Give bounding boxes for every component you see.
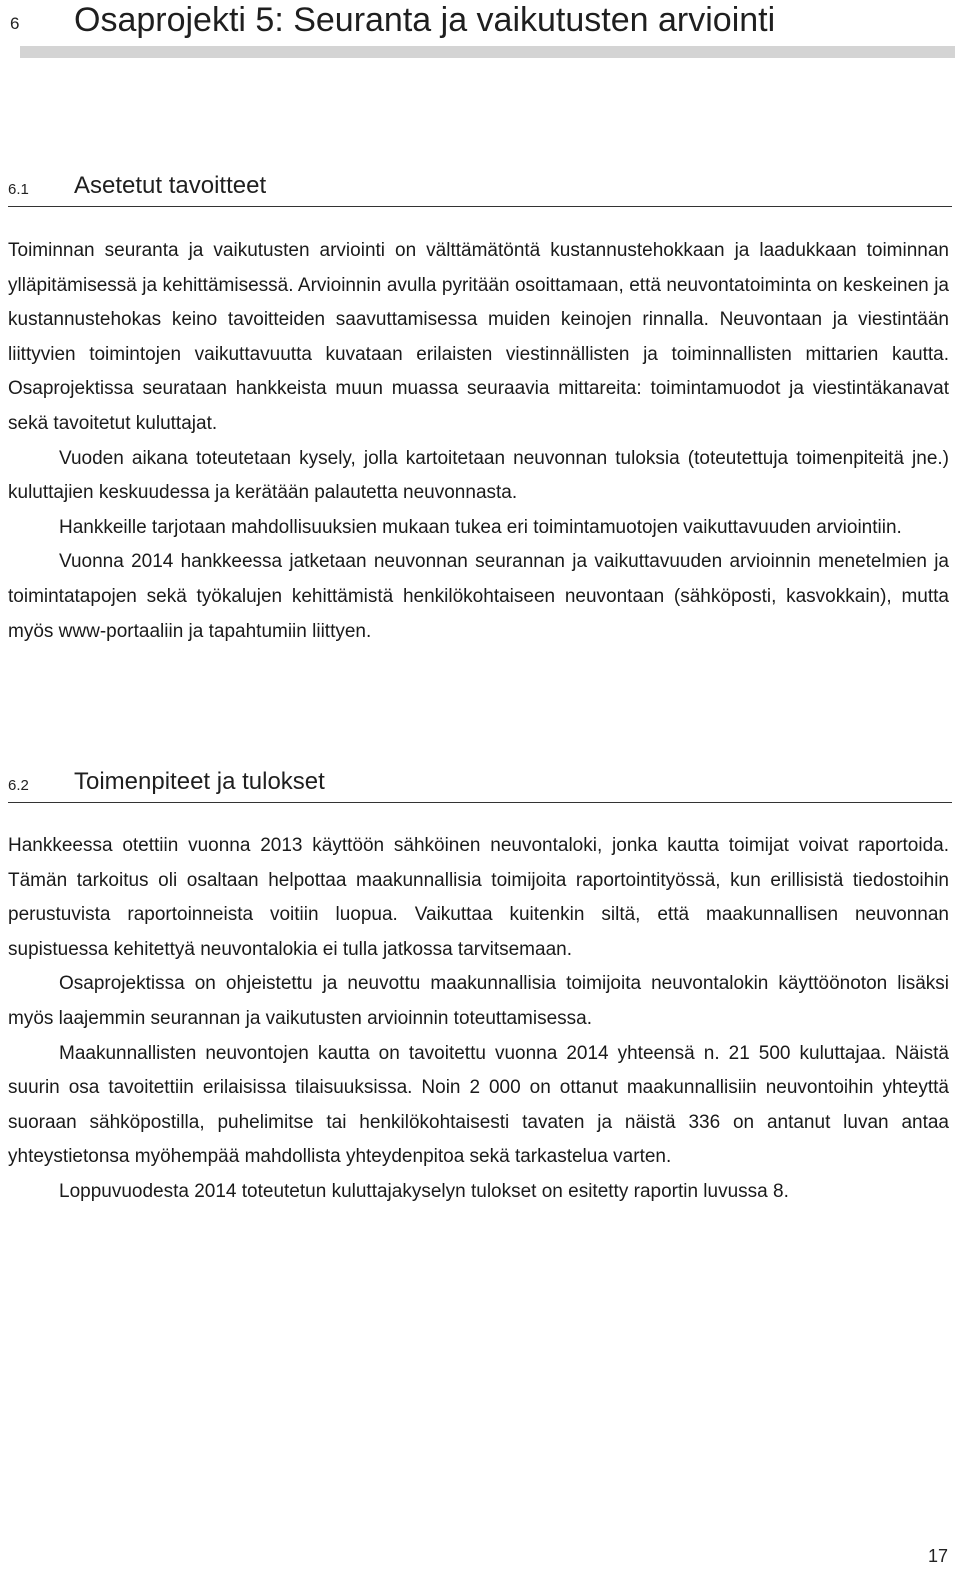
paragraph: Osaprojektissa on ohjeistettu ja neuvottu maakunnallisia toimijoita neuvontalokin käyttöönoton lisäksi myös laajemmin seurannan ja vaikutusten arvioinnin toteuttamisessa.: [8, 973, 949, 1029]
section-body-6-2: [8, 829, 949, 1210]
chapter-number: 6: [10, 14, 20, 33]
section-heading-rule: [8, 802, 952, 803]
paragraph: Hankkeessa otettiin vuonna 2013 käyttöön sähköinen neuvontaloki, jonka kautta toimijat voivat raportoida. Tämän tarkoitus oli osaltaan helpottaa maakunnallisia toimijoita raportointityössä, kun erillisistä tiedostoihin perustuvista raportoinneista voitiin luopua. Vaikuttaa kuitenkin siltä, että maakunnallisen neuvonnan supistuessa kehitettyä neuvontalokia ei tulla jatkossa tarvitsemaan.: [8, 835, 949, 960]
paragraph: Loppuvuodesta 2014 toteutetun kuluttajakyselyn tulokset on esitetty raportin luvussa 8.: [59, 1180, 789, 1202]
chapter-title: Osaprojekti 5: Seuranta ja vaikutusten arviointi: [74, 1, 776, 39]
section-number: 6.1: [8, 181, 29, 198]
section-body-6-1: [8, 234, 949, 649]
paragraph: Vuonna 2014 hankkeessa jatketaan neuvonnan seurannan ja vaikuttavuuden arvioinnin menetelmien ja toimintatapojen sekä työkalujen kehittämistä henkilökohtaiseen neuvontaan (sähköposti, kasvokkain), mutta myös www-portaaliin ja tapahtumiin liittyen.: [8, 551, 949, 642]
section-heading-rule: [8, 206, 952, 207]
paragraph: Toiminnan seuranta ja vaikutusten arviointi on välttämätöntä kustannustehokkaan ja laadukkaan toiminnan ylläpitämisessä ja kehittämisessä. Arvioinnin avulla pyritään osoittamaan, että neuvontatoiminta on keskeinen ja kustannustehokas keino tavoitteiden saavuttamisessa muiden keinojen rinnalla. Neuvontaan ja viestintään liittyvien toimintojen vaikuttavuutta kuvataan erilaisten viestinnällisten ja toiminnallisten mittarien kautta. Osaprojektissa seurataan hankkeista muun muassa seuraavia mittareita: toimintamuodot ja viestintäkanavat sekä tavoitetut kuluttajat.: [8, 240, 949, 434]
paragraph: Maakunnallisten neuvontojen kautta on tavoitettu vuonna 2014 yhteensä n. 21 500 kuluttajaa. Näistä suurin osa tavoitettiin erilaisissa tilaisuuksissa. Noin 2 000 on ottanut maakunnallisiin neuvontoihin yhteyttä suoraan sähköpostilla, puhelimitse tai henkilökohtaisesti tavaten ja näistä 336 on antanut luvan antaa yhteystietonsa myöhempää mahdollista yhteydenpitoa sekä tarkastelua varten.: [8, 1042, 949, 1168]
paragraph: Hankkeille tarjotaan mahdollisuuksien mukaan tukea eri toimintamuotojen vaikuttavuuden arviointiin.: [59, 516, 902, 538]
section-number: 6.2: [8, 777, 29, 794]
paragraph: Vuoden aikana toteutetaan kysely, jolla kartoitetaan neuvonnan tuloksia (toteutettuja toimenpiteitä jne.) kuluttajien keskuudessa ja kerätään palautetta neuvonnasta.: [8, 447, 949, 504]
page-number: 17: [927, 1546, 948, 1566]
section-heading-6-2: [0, 766, 960, 806]
section-title: Toimenpiteet ja tulokset: [74, 768, 325, 795]
section-title: Asetetut tavoitteet: [74, 172, 267, 199]
chapter-heading: [0, 0, 960, 62]
section-heading-6-1: [0, 170, 960, 210]
chapter-heading-rule: [20, 46, 955, 58]
